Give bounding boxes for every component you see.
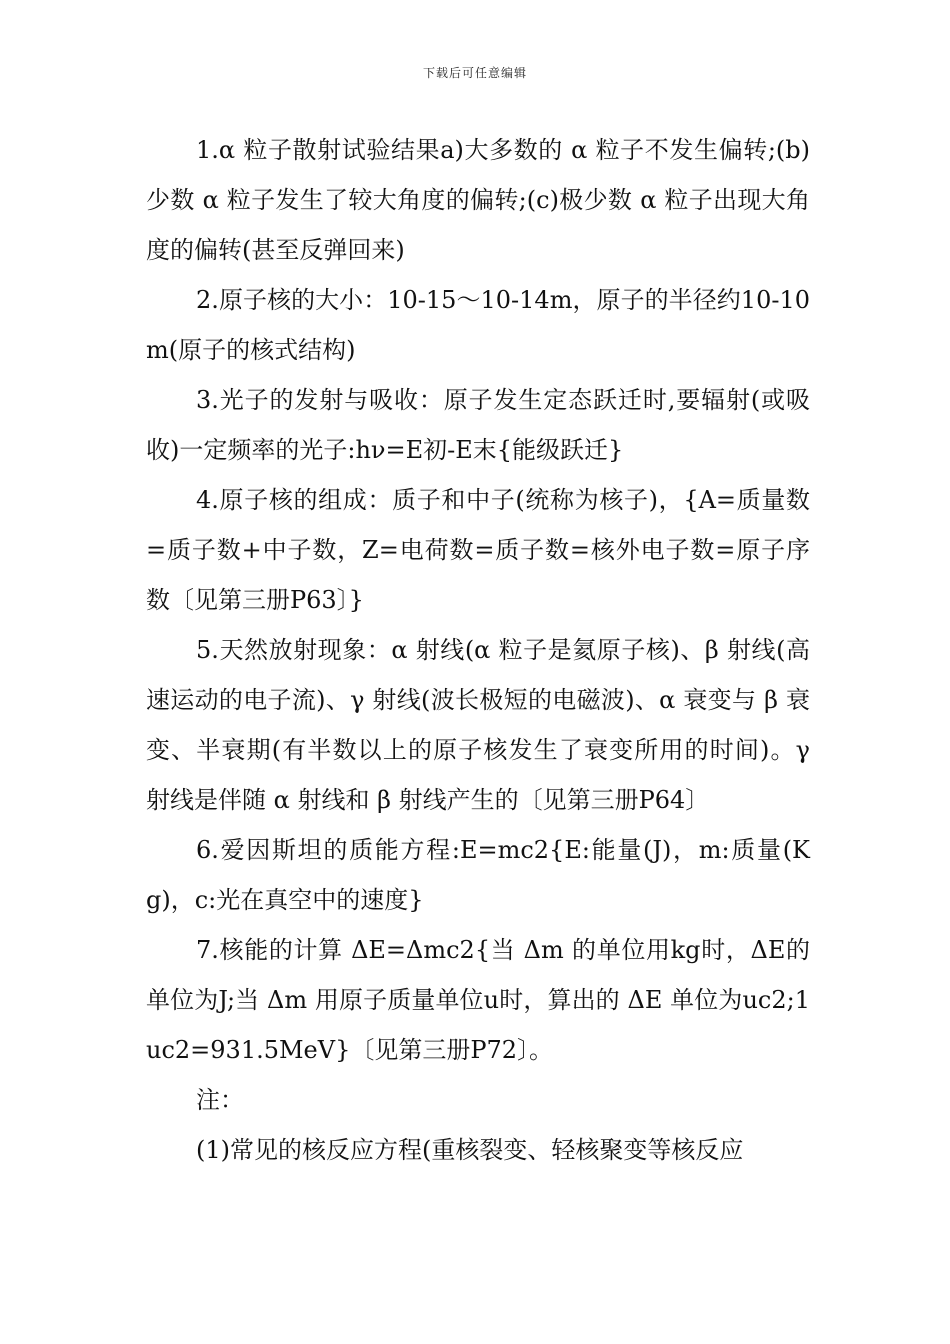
- page-header: 下载后可任意编辑: [422, 66, 527, 80]
- paragraph-5: 5.天然放射现象：α 射线(α 粒子是氦原子核)、β 射线(高速运动的电子流)、γ 射线(波长极短的电磁波)、α 衰变与 β 衰变、半衰期(有半数以上的原子核发生了衰变所用的时间)。γ 射线是伴随 α 射线和 β 射线产生的〔见第三册P64〕: [146, 636, 810, 814]
- paragraph-2: 2.原子核的大小：10-15～10-14m，原子的半径约10-10m(原子的核式结构): [146, 286, 810, 364]
- paragraph-7: 7.核能的计算 ΔE=Δmc2{当 Δm 的单位用kg时，ΔE的单位为J;当 Δm 用原子质量单位u时，算出的 ΔE 单位为uc2;1uc2=931.5MeV}〔见第三册P72〕。: [146, 936, 810, 1064]
- document-body: [146, 125, 810, 1175]
- paragraph-4: 4.原子核的组成：质子和中子(统称为核子)，{A=质量数=质子数+中子数，Z=电荷数=质子数=核外电子数=原子序数〔见第三册P63〕}: [146, 486, 810, 614]
- note-heading: 注：: [196, 1086, 244, 1114]
- paragraph-1: 1.α 粒子散射试验结果a)大多数的 α 粒子不发生偏转;(b)少数 α 粒子发生了较大角度的偏转;(c)极少数 α 粒子出现大角度的偏转(甚至反弹回来): [146, 136, 810, 264]
- note-item-1: (1)常见的核反应方程(重核裂变、轻核聚变等核反应: [196, 1136, 744, 1164]
- paragraph-6: 6.爱因斯坦的质能方程:E=mc2{E:能量(J)，m:质量(Kg)，c:光在真空中的速度}: [146, 836, 810, 914]
- paragraph-3: 3.光子的发射与吸收：原子发生定态跃迁时,要辐射(或吸收)一定频率的光子:hν=E初-E末{能级跃迁}: [146, 386, 810, 464]
